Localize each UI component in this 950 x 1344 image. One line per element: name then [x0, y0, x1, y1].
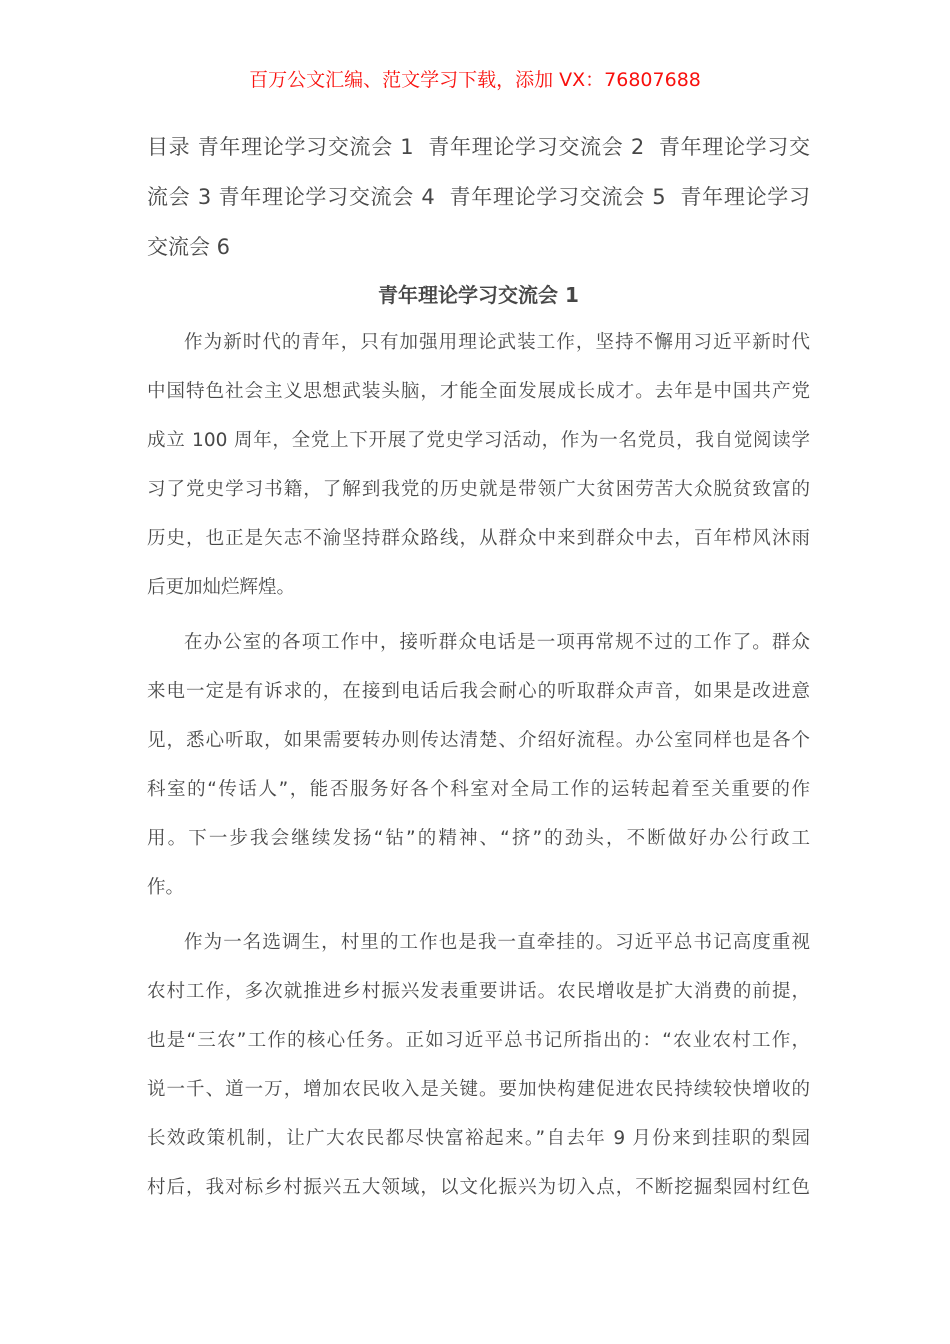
text-line: 后更加灿烂辉煌。	[147, 577, 296, 598]
text-line: 科室的“传话人”，能否服务好各个科室对全局工作的运转起着至关重要的作	[147, 779, 810, 800]
text-line: 村后，我对标乡村振兴五大领域，以文化振兴为切入点，不断挖掘梨园村红色	[147, 1177, 810, 1198]
text-line: 习了党史学习书籍，了解到我党的历史就是带领广大贫困劳苦大众脱贫致富的	[147, 479, 810, 500]
text-line: 见，悉心听取，如果需要转办则传达清楚、介绍好流程。办公室同样也是各个	[147, 730, 810, 751]
text-line: 中国特色社会主义思想武装头脑，才能全面发展成长成才。去年是中国共产党	[147, 381, 810, 402]
paragraph	[147, 318, 810, 612]
promo-notice: 百万公文汇编、范文学习下载，添加 VX：76807688	[249, 69, 701, 91]
text-line: 说一千、道一万，增加农民收入是关键。要加快构建促进农民持续较快增收的	[147, 1079, 810, 1100]
text-line: 在办公室的各项工作中，接听群众电话是一项再常规不过的工作了。群众	[184, 632, 810, 653]
text-line: 也是“三农”工作的核心任务。正如习近平总书记所指出的：“农业农村工作，	[147, 1030, 810, 1051]
document-content	[147, 122, 810, 1212]
text-line: 长效政策机制，让广大农民都尽快富裕起来。”自去年 9 月份来到挂职的梨园	[147, 1128, 810, 1149]
toc-line: 目录 青年理论学习交流会 1 青年理论学习交流会 2 青年理论学习交	[147, 135, 810, 159]
text-line: 历史，也正是矢志不渝坚持群众路线，从群众中来到群众中去，百年栉风沐雨	[147, 528, 810, 549]
text-line: 作为一名选调生，村里的工作也是我一直牵挂的。习近平总书记高度重视	[184, 932, 810, 953]
toc-line: 流会 3 青年理论学习交流会 4 青年理论学习交流会 5 青年理论学习	[147, 185, 810, 209]
text-line: 来电一定是有诉求的，在接到电话后我会耐心的听取群众声音，如果是改进意	[147, 681, 810, 702]
paragraph	[147, 918, 810, 1212]
text-line: 用。下一步我会继续发扬“钻”的精神、“挤”的劲头，不断做好办公行政工	[147, 828, 810, 849]
text-line: 成立 100 周年，全党上下开展了党史学习活动，作为一名党员，我自觉阅读学	[147, 430, 810, 451]
table-of-contents	[147, 122, 810, 272]
paragraph	[147, 618, 810, 912]
text-line: 作为新时代的青年，只有加强用理论武装工作，坚持不懈用习近平新时代	[184, 332, 810, 353]
text-line: 农村工作，多次就推进乡村振兴发表重要讲话。农民增收是扩大消费的前提，	[147, 981, 810, 1002]
toc-line: 交流会 6	[147, 235, 231, 259]
text-line: 作。	[147, 877, 185, 898]
section-heading: 青年理论学习交流会 1	[378, 283, 579, 307]
